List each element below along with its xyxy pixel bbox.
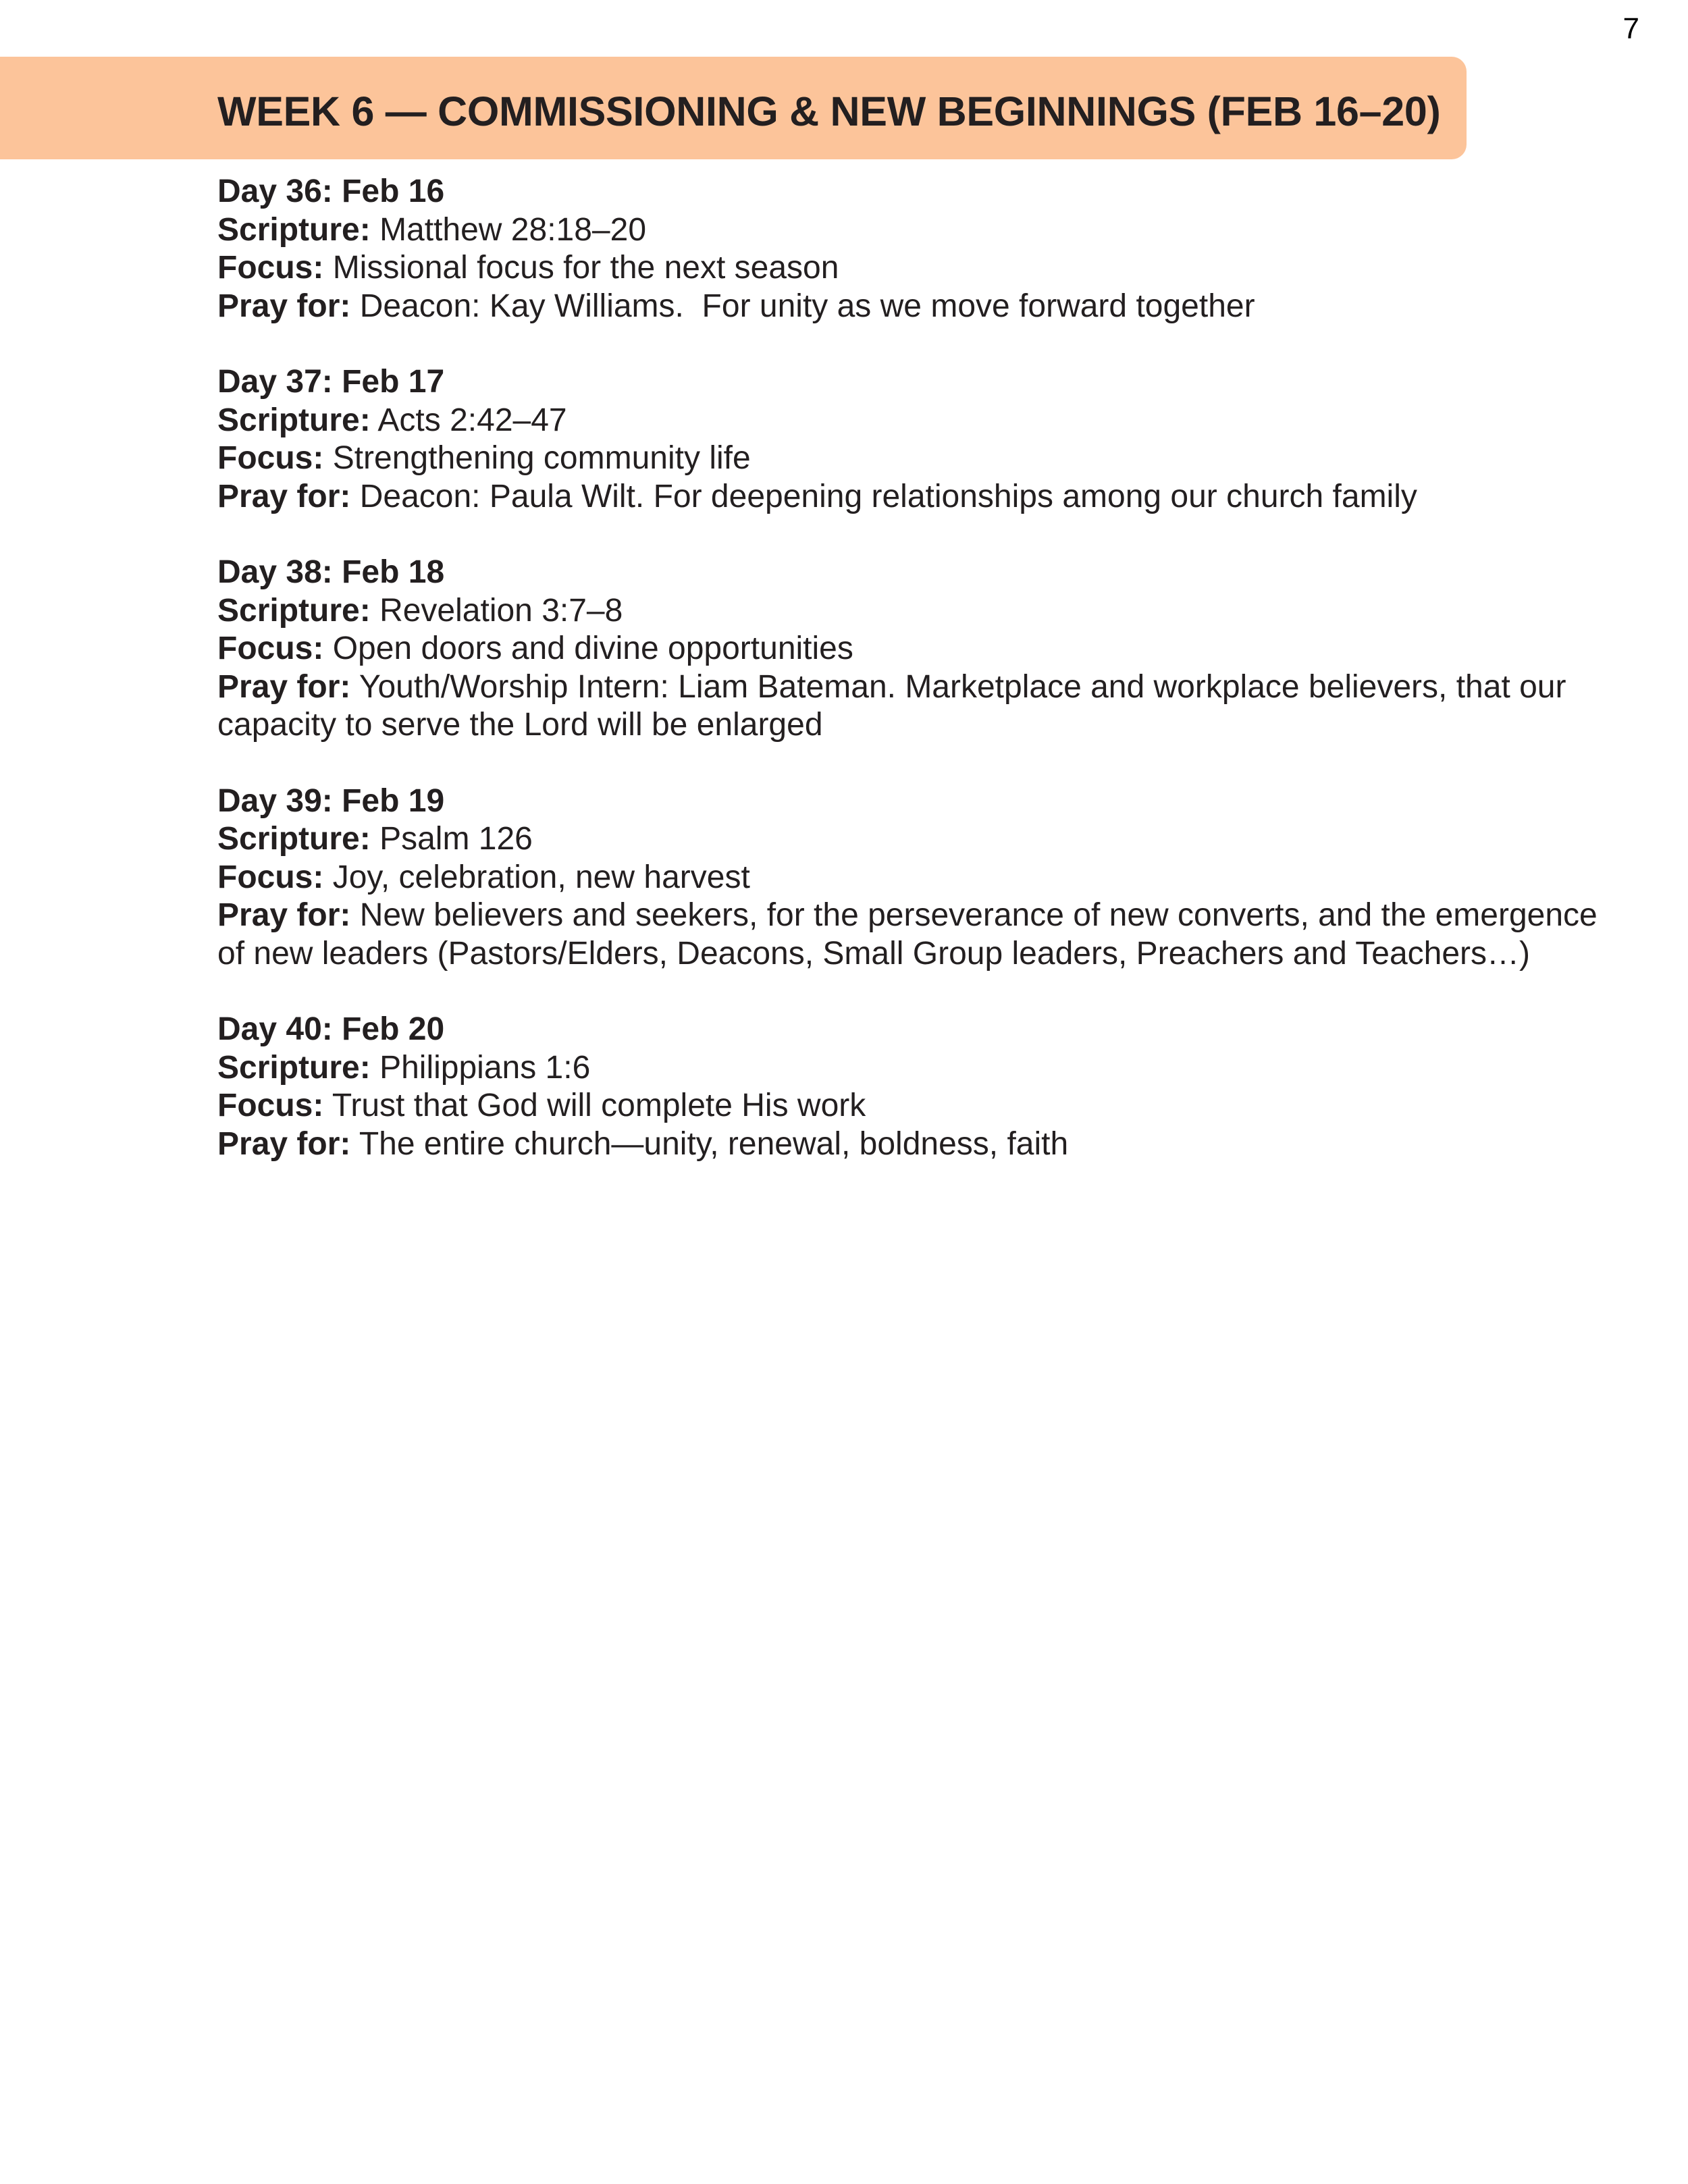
pray-for-line (217, 288, 1622, 326)
scripture-label: Scripture: (217, 821, 371, 857)
focus-value: Missional focus for the next season (332, 250, 839, 286)
day-entry (217, 782, 1622, 974)
pray-for-value: Deacon: Paula Wilt. For deepening relationships among our church family (359, 478, 1417, 514)
focus-line (217, 249, 1622, 288)
focus-value: Open doors and divine opportunities (332, 631, 853, 666)
focus-line (217, 1087, 1622, 1125)
scripture-line (217, 1049, 1622, 1088)
scripture-value: Philippians 1:6 (379, 1049, 591, 1086)
focus-line (217, 440, 1622, 478)
focus-label: Focus: (217, 250, 324, 286)
focus-label: Focus: (217, 859, 324, 895)
pray-for-value: New believers and seekers, for the perseverance of new converts, and the emergence of new leaders (Pastors/Elders, Deacons, Small Group leaders, Preachers and Teachers…) (217, 897, 1598, 971)
day-heading: Day 39: Feb 19 (217, 782, 445, 819)
pray-for-line (217, 668, 1622, 745)
scripture-label: Scripture: (217, 402, 371, 438)
day-heading: Day 40: Feb 20 (217, 1011, 445, 1047)
scripture-label: Scripture: (217, 1049, 371, 1086)
day-heading: Day 36: Feb 16 (217, 174, 445, 209)
day-entry (217, 1011, 1622, 1163)
pray-for-line (217, 1125, 1622, 1164)
pray-for-line (217, 478, 1622, 516)
week-title: WEEK 6 — COMMISSIONING & NEW BEGINNINGS (FEB 16–20) (217, 88, 1441, 134)
scripture-value: Acts 2:42–47 (377, 402, 567, 438)
day-heading: Day 38: Feb 18 (217, 554, 445, 590)
scripture-label: Scripture: (217, 211, 371, 248)
scripture-line (217, 402, 1622, 440)
focus-label: Focus: (217, 1088, 324, 1123)
day-entry (217, 363, 1622, 516)
scripture-line (217, 592, 1622, 631)
pray-for-value: The entire church—unity, renewal, boldness, faith (359, 1125, 1069, 1162)
week-banner (0, 57, 1467, 159)
scripture-value: Revelation 3:7–8 (379, 592, 623, 629)
devotional-list (217, 173, 1622, 1201)
pray-for-label: Pray for: (217, 478, 351, 514)
focus-label: Focus: (217, 440, 324, 476)
day-heading: Day 37: Feb 17 (217, 364, 445, 400)
focus-line (217, 859, 1622, 897)
scripture-value: Psalm 126 (379, 821, 533, 857)
focus-line (217, 630, 1622, 668)
day-entry (217, 554, 1622, 745)
day-entry (217, 173, 1622, 325)
pray-for-value: Deacon: Kay Williams. For unity as we move forward together (359, 288, 1255, 324)
pray-for-label: Pray for: (217, 1125, 351, 1162)
pray-for-value: Youth/Worship Intern: Liam Bateman. Marketplace and workplace believers, that our capacity to serve the Lord will be enlarged (217, 668, 1566, 743)
pray-for-label: Pray for: (217, 668, 351, 705)
pray-for-label: Pray for: (217, 897, 351, 933)
focus-label: Focus: (217, 631, 324, 666)
scripture-line (217, 820, 1622, 859)
scripture-line (217, 211, 1622, 250)
focus-value: Trust that God will complete His work (332, 1088, 866, 1123)
pray-for-label: Pray for: (217, 288, 351, 324)
page-number: 7 (1623, 12, 1639, 45)
pray-for-line (217, 897, 1622, 973)
scripture-value: Matthew 28:18–20 (379, 211, 647, 248)
focus-value: Strengthening community life (332, 440, 751, 476)
focus-value: Joy, celebration, new harvest (332, 859, 750, 895)
scripture-label: Scripture: (217, 592, 371, 629)
